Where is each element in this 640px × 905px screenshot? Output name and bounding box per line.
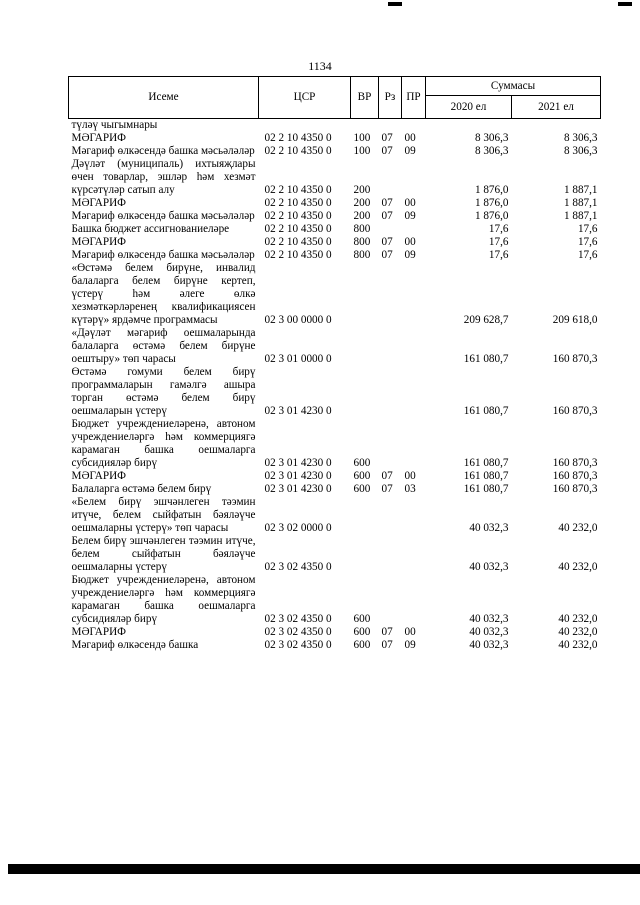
row-name: Дәүләт (муниципаль) ихтыяҗлары өчен товарлар, эшләр һәм хезмәт күрсәтүләр сатып алу [71, 158, 256, 196]
row-rz [379, 366, 402, 418]
header-vr: ВР [351, 77, 379, 119]
row-name: Өстәмә гомуми белем бирү программаларын гамәлгә ашыра торган өстәмә белем бирү оешмаларын үстерү [71, 366, 256, 417]
row-pr [402, 119, 426, 133]
row-rz: 07 [381, 236, 393, 248]
table-row [69, 366, 601, 418]
row-name: Мәгариф өлкәсендә башка [71, 639, 199, 651]
row-rz [379, 496, 402, 535]
row-csr: 02 3 02 4350 0 [264, 561, 332, 573]
row-vr: 200 [353, 184, 371, 196]
table-body [69, 119, 601, 653]
row-vr: 800 [353, 249, 371, 261]
row-sum-2021: 160 870,3 [552, 457, 598, 469]
header-pr: ПР [402, 77, 426, 119]
header-rz: Рз [379, 77, 402, 119]
row-pr [402, 535, 426, 574]
row-sum-2021: 1 887,1 [563, 184, 598, 196]
row-pr: 09 [404, 145, 416, 157]
row-pr: 09 [404, 249, 416, 261]
row-vr: 100 [353, 145, 371, 157]
row-sum-2021: 17,6 [577, 236, 598, 248]
row-rz [379, 574, 402, 626]
table-row [69, 132, 601, 145]
row-sum-2021: 17,6 [577, 223, 598, 235]
row-sum-2020: 17,6 [488, 236, 509, 248]
table-row [69, 626, 601, 639]
row-pr [402, 574, 426, 626]
row-rz: 07 [381, 197, 393, 209]
row-sum-2020: 17,6 [488, 223, 509, 235]
row-sum-2021: 160 870,3 [552, 470, 598, 482]
row-csr: 02 2 10 4350 0 [264, 145, 332, 157]
row-pr: 09 [404, 210, 416, 222]
row-vr [351, 119, 379, 133]
table-row [69, 262, 601, 327]
row-rz [379, 223, 402, 236]
row-sum-2020: 40 032,3 [469, 626, 509, 638]
row-vr: 600 [353, 483, 371, 495]
row-pr: 00 [404, 132, 416, 144]
row-name: МӘГАРИФ [71, 236, 126, 248]
row-csr: 02 2 10 4350 0 [264, 197, 332, 209]
header-csr: ЦСР [259, 77, 351, 119]
row-sum-2021: 8 306,3 [563, 132, 598, 144]
row-sum-2021: 1 887,1 [563, 210, 598, 222]
row-sum-2020: 161 080,7 [463, 483, 509, 495]
row-pr [402, 496, 426, 535]
scan-mark-right [618, 2, 632, 6]
row-sum-2020: 161 080,7 [463, 457, 509, 469]
row-vr [351, 262, 379, 327]
row-rz: 07 [381, 132, 393, 144]
row-name: «Өстәмә белем бирүне, инвалид балаларга белем бирүне кертеп, үстерү һәм әлеге өлкә хезмәткәрләренең квалификациясен күтәрү» ярдәмче программасы [71, 262, 256, 326]
table-row [69, 418, 601, 470]
row-sum-2021: 40 232,0 [558, 522, 598, 534]
row-csr: 02 3 02 4350 0 [264, 639, 332, 651]
row-vr: 600 [353, 626, 371, 638]
row-pr: 00 [404, 626, 416, 638]
row-sum-2020: 40 032,3 [469, 639, 509, 651]
row-vr: 600 [353, 613, 371, 625]
table-row [69, 236, 601, 249]
row-sum-2021: 160 870,3 [552, 405, 598, 417]
row-rz: 07 [381, 249, 393, 261]
row-sum-2020 [426, 119, 512, 133]
row-vr [351, 535, 379, 574]
row-sum-2020: 40 032,3 [469, 561, 509, 573]
table-row [69, 470, 601, 483]
row-sum-2020: 8 306,3 [474, 145, 509, 157]
row-sum-2021: 1 887,1 [563, 197, 598, 209]
row-sum-2021: 8 306,3 [563, 145, 598, 157]
row-rz [379, 327, 402, 366]
row-csr: 02 3 02 4350 0 [264, 613, 332, 625]
row-name: МӘГАРИФ [71, 132, 126, 144]
row-name: МӘГАРИФ [71, 197, 126, 209]
row-name: Бюджет учреждениеләренә, автоном учреждениеләргә һәм коммерциягә карамаган башка оешмаларга субсидияләр бирү [71, 418, 256, 469]
table-row [69, 210, 601, 223]
row-sum-2020: 40 032,3 [469, 613, 509, 625]
table-row [69, 535, 601, 574]
row-sum-2020: 161 080,7 [463, 405, 509, 417]
table-row [69, 197, 601, 210]
row-sum-2020: 1 876,0 [474, 210, 509, 222]
row-rz: 07 [381, 470, 393, 482]
row-sum-2020: 8 306,3 [474, 132, 509, 144]
row-rz [379, 262, 402, 327]
row-sum-2021: 40 232,0 [558, 639, 598, 651]
row-name: Башка бюджет ассигнованиеләре [71, 223, 230, 235]
row-vr [351, 496, 379, 535]
row-csr: 02 3 02 4350 0 [264, 626, 332, 638]
row-csr: 02 3 01 4230 0 [264, 457, 332, 469]
row-name: Мәгариф өлкәсендә башка мәсьәләләр [71, 210, 255, 222]
row-csr: 02 2 10 4350 0 [264, 249, 332, 261]
row-pr [402, 327, 426, 366]
row-sum-2020: 40 032,3 [469, 522, 509, 534]
row-vr [351, 366, 379, 418]
row-sum-2020: 161 080,7 [463, 353, 509, 365]
row-csr: 02 3 00 0000 0 [264, 314, 332, 326]
row-pr: 00 [404, 236, 416, 248]
row-csr: 02 3 01 4230 0 [264, 405, 332, 417]
row-csr: 02 2 10 4350 0 [264, 132, 332, 144]
row-rz: 07 [381, 145, 393, 157]
row-rz: 07 [381, 210, 393, 222]
row-vr: 200 [353, 197, 371, 209]
row-rz [379, 418, 402, 470]
row-rz [379, 119, 402, 133]
row-name: Балаларга өстәмә белем бирү [71, 483, 212, 495]
row-sum-2020: 17,6 [488, 249, 509, 261]
row-rz [379, 158, 402, 197]
header-year-2020: 2020 ел [426, 96, 512, 119]
row-name: Мәгариф өлкәсендә башка мәсьәләләр [71, 249, 255, 261]
row-sum-2020: 209 628,7 [463, 314, 509, 326]
table-row [69, 496, 601, 535]
row-csr: 02 2 10 4350 0 [264, 223, 332, 235]
row-rz: 07 [381, 483, 393, 495]
row-vr [351, 327, 379, 366]
row-csr: 02 2 10 4350 0 [264, 184, 332, 196]
row-pr: 03 [404, 483, 416, 495]
scan-mark-left [388, 2, 402, 6]
row-sum-2021: 160 870,3 [552, 353, 598, 365]
row-name: «Белем бирү эшчәнлеген тәэмин итүче, белем сыйфатын бәяләүче оешмаларны үстерү» төп чарасы [71, 496, 256, 534]
row-pr: 00 [404, 197, 416, 209]
row-vr: 200 [353, 210, 371, 222]
row-vr: 800 [353, 223, 371, 235]
row-pr [402, 262, 426, 327]
row-csr: 02 3 02 0000 0 [264, 522, 332, 534]
table-row [69, 145, 601, 158]
row-rz: 07 [381, 626, 393, 638]
row-name: «Дәүләт мәгариф оешмаларында балаларга өстәмә белем бирүне оештыру» төп чарасы [71, 327, 256, 365]
row-csr: 02 3 01 0000 0 [264, 353, 332, 365]
table-row [69, 158, 601, 197]
row-vr: 600 [353, 470, 371, 482]
table-row [69, 574, 601, 626]
row-sum-2021: 209 618,0 [552, 314, 598, 326]
row-sum-2021: 17,6 [577, 249, 598, 261]
row-sum-2021: 160 870,3 [552, 483, 598, 495]
row-name: МӘГАРИФ [71, 470, 126, 482]
row-sum-2021: 40 232,0 [558, 613, 598, 625]
row-csr: 02 3 01 4230 0 [264, 483, 332, 495]
table-header [69, 77, 601, 119]
row-csr: 02 3 01 4230 0 [264, 470, 332, 482]
row-csr: 02 2 10 4350 0 [264, 210, 332, 222]
row-pr [402, 366, 426, 418]
row-sum-2020: 1 876,0 [474, 197, 509, 209]
row-csr: 02 2 10 4350 0 [264, 236, 332, 248]
row-name: Мәгариф өлкәсендә башка мәсьәләләр [71, 145, 255, 157]
table-row [69, 483, 601, 496]
row-vr: 100 [353, 132, 371, 144]
row-pr [402, 418, 426, 470]
table-row [69, 639, 601, 652]
row-rz: 07 [381, 639, 393, 651]
table-row [69, 327, 601, 366]
row-sum-2021: 40 232,0 [558, 626, 598, 638]
row-sum-2020: 161 080,7 [463, 470, 509, 482]
row-rz [379, 535, 402, 574]
table-row [69, 249, 601, 262]
table-row [69, 223, 601, 236]
header-name: Исеме [69, 77, 259, 119]
row-name: МӘГАРИФ [71, 626, 126, 638]
row-pr: 00 [404, 470, 416, 482]
row-sum-2020: 1 876,0 [474, 184, 509, 196]
scan-border [8, 864, 640, 874]
header-sums: Суммасы [426, 77, 601, 96]
row-name: Бюджет учреждениеләренә, автоном учреждениеләргә һәм коммерциягә карамаган башка оешмаларга субсидияләр бирү [71, 574, 256, 625]
page-number: 1134 [308, 59, 332, 73]
row-vr: 600 [353, 639, 371, 651]
row-name: түләү чыгымнары [71, 119, 158, 131]
row-pr: 09 [404, 639, 416, 651]
row-pr [402, 158, 426, 197]
row-vr: 600 [353, 457, 371, 469]
header-year-2021: 2021 ел [512, 96, 601, 119]
row-vr: 800 [353, 236, 371, 248]
budget-table [68, 76, 601, 652]
row-sum-2021 [512, 119, 601, 133]
row-sum-2021: 40 232,0 [558, 561, 598, 573]
row-name: Белем бирү эшчәнлеген тәэмин итүче, белем сыйфатын бәяләүче оешмаларны үстерү [71, 535, 256, 573]
table-row [69, 119, 601, 133]
row-pr [402, 223, 426, 236]
row-csr [259, 119, 351, 133]
